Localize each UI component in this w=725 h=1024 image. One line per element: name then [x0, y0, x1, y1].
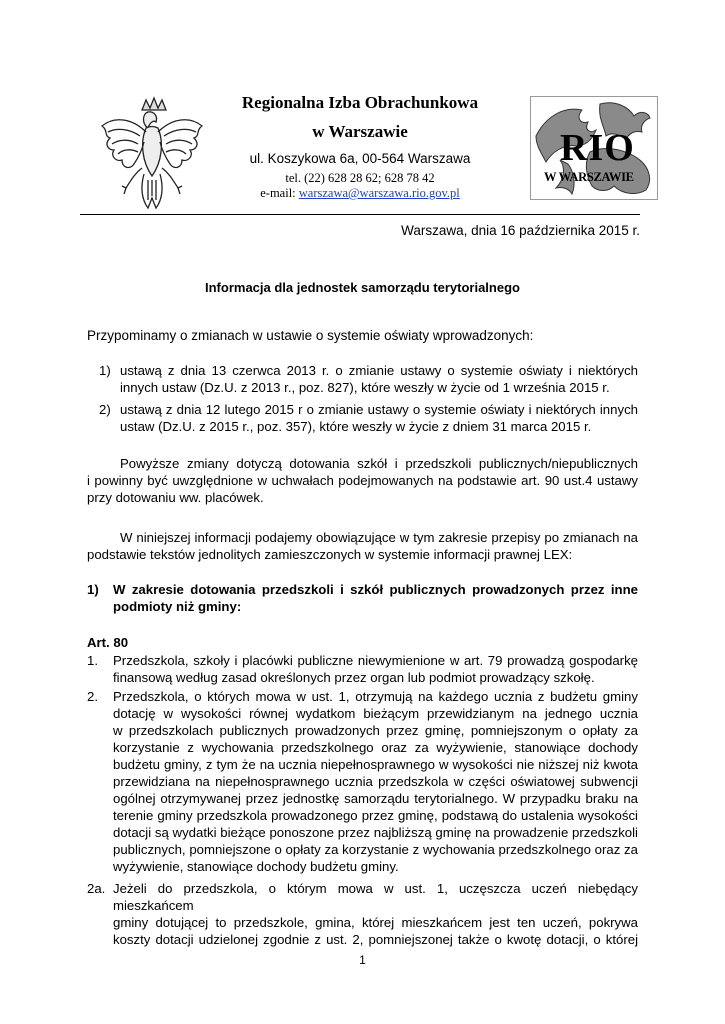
org-email-row — [190, 186, 530, 201]
article-line: terenie gminy przedszkola prowadzonego przez gminę, podstawą do ustalenia wysokości — [113, 808, 638, 823]
article-item-2 — [87, 688, 638, 875]
article-line: dotację w wysokości równej wydatkom bieżącym przewidzianym na jednego ucznia — [113, 706, 638, 721]
logo-text-warszawie: W WARSZAWIE — [544, 170, 634, 184]
section-num: 1) — [87, 582, 99, 597]
logo-text-rio: RIO — [560, 127, 635, 169]
paragraph-line: podstawie tekstów jednolitych zamieszczonych w systemie informacji prawnej LEX: — [87, 547, 573, 562]
article-line: wyżywienie, stanowiące dochody budżetu gminy. — [113, 859, 399, 874]
article-line: przewidziana na niepełnosprawnego ucznia przedszkola w części oświatowej subwencji — [113, 774, 638, 789]
change-item-2 — [87, 401, 638, 435]
section-line: W zakresie dotowania przedszkoli i szkół publicznych prowadzonych przez inne — [113, 582, 638, 597]
article-heading: Art. 80 — [87, 635, 129, 650]
article-line: gminy dotującej to przedszkole, gmina, której mieszkańcem jest ten uczeń, pokrywa — [113, 915, 638, 930]
change-num: 1) — [99, 363, 111, 378]
paragraph-2 — [87, 529, 638, 563]
article-item-num: 2a. — [87, 881, 106, 896]
article-item-1 — [87, 652, 638, 686]
paragraph-line: przy dotowaniu ww. placówek. — [87, 490, 264, 505]
article-line: finansową według zasad określonych przez organ lub podmiot prowadzący szkołę. — [113, 670, 595, 685]
change-line: ustawą z dnia 12 lutego 2015 r o zmianie ustawy o systemie oświaty i niektórych innych — [120, 402, 638, 417]
org-phone: tel. (22) 628 28 62; 628 78 42 — [285, 171, 435, 185]
change-line: ustawą z dnia 13 czerwca 2013 r. o zmianie ustawy o systemie oświaty i niektórych — [120, 363, 638, 378]
document-title: Informacja dla jednostek samorządu terytorialnego — [205, 280, 520, 295]
paragraph-line: W niniejszej informacji podajemy obowiązujące w tym zakresie przepisy po zmianach na — [120, 530, 638, 545]
org-address: ul. Koszykowa 6a, 00-564 Warszawa — [249, 151, 471, 166]
article-line: budżetu gminy, z tym że na ucznia niepełnosprawnego w wysokości nie niższej niż kwota — [113, 757, 638, 772]
change-line: innych ustaw (Dz.U. z 2013 r., poz. 827), które weszły w życie od 1 września 2015 r. — [120, 380, 610, 395]
article-item-2a — [87, 880, 638, 948]
page-number: 1 — [359, 953, 366, 967]
article-line: publicznych, pomniejszone o opłaty za korzystanie z wychowania przedszkolnego oraz za — [113, 842, 638, 857]
email-link[interactable]: warszawa@warszawa.rio.gov.pl — [298, 186, 460, 200]
article-item-num: 2. — [87, 689, 98, 704]
section-1-heading — [87, 581, 638, 615]
article-line: dotacji są wydatki bieżące ponoszone przez najbliższą gminę na prowadzenie przedszkoli — [113, 825, 638, 840]
org-name-line1: Regionalna Izba Obrachunkowa — [241, 93, 479, 112]
article-line: Przedszkola, szkoły i placówki publiczne niewymienione w art. 79 prowadzą gospodarkę — [113, 653, 638, 668]
header-divider — [80, 214, 640, 215]
paragraph-line: Powyższe zmiany dotyczą dotowania szkół i przedszkoli publicznych/niepublicznych — [120, 456, 638, 471]
article-line: koszty dotacji udzielonej zgodnie z ust. 2, pomniejszonej także o kwotę dotacji, o której — [113, 932, 638, 947]
article-item-num: 1. — [87, 653, 98, 668]
date-line: Warszawa, dnia 16 października 2015 r. — [401, 223, 640, 238]
article-line: Jeżeli do przedszkola, o którym mowa w ust. 1, uczęszcza uczeń niebędący mieszkańcem — [113, 881, 638, 913]
change-line: ustaw (Dz.U. z 2015 r., poz. 357), które weszły w życie z dniem 31 marca 2015 r. — [120, 419, 592, 434]
change-num: 2) — [99, 402, 111, 417]
intro-text: Przypominamy o zmianach w ustawie o systemie oświaty wprowadzonych: — [87, 328, 534, 343]
paragraph-line: i powinny być uwzględnione w uchwałach podejmowanych na podstawie art. 90 ust.4 ustawy — [87, 473, 638, 488]
change-item-1 — [87, 362, 638, 396]
article-line: Przedszkola, o których mowa w ust. 1, otrzymują na każdego ucznia z budżetu gminy — [113, 689, 638, 704]
article-line: korzystanie z wychowania przedszkolnego oraz za wyżywienie, stanowiące dochody — [113, 740, 638, 755]
org-name-line2: w Warszawie — [312, 122, 408, 141]
article-line: ogólnej otrzymywanej przez jednostkę samorządu terytorialnego. W przypadku braku na — [113, 791, 638, 806]
paragraph-1 — [87, 455, 638, 506]
email-label: e-mail: — [260, 186, 299, 200]
section-line: podmioty niż gminy: — [113, 599, 242, 614]
rio-logo — [530, 96, 658, 200]
article-line: w przedszkolach publicznych prowadzonych przez gminę, pomniejszonym o opłaty za — [113, 723, 638, 738]
